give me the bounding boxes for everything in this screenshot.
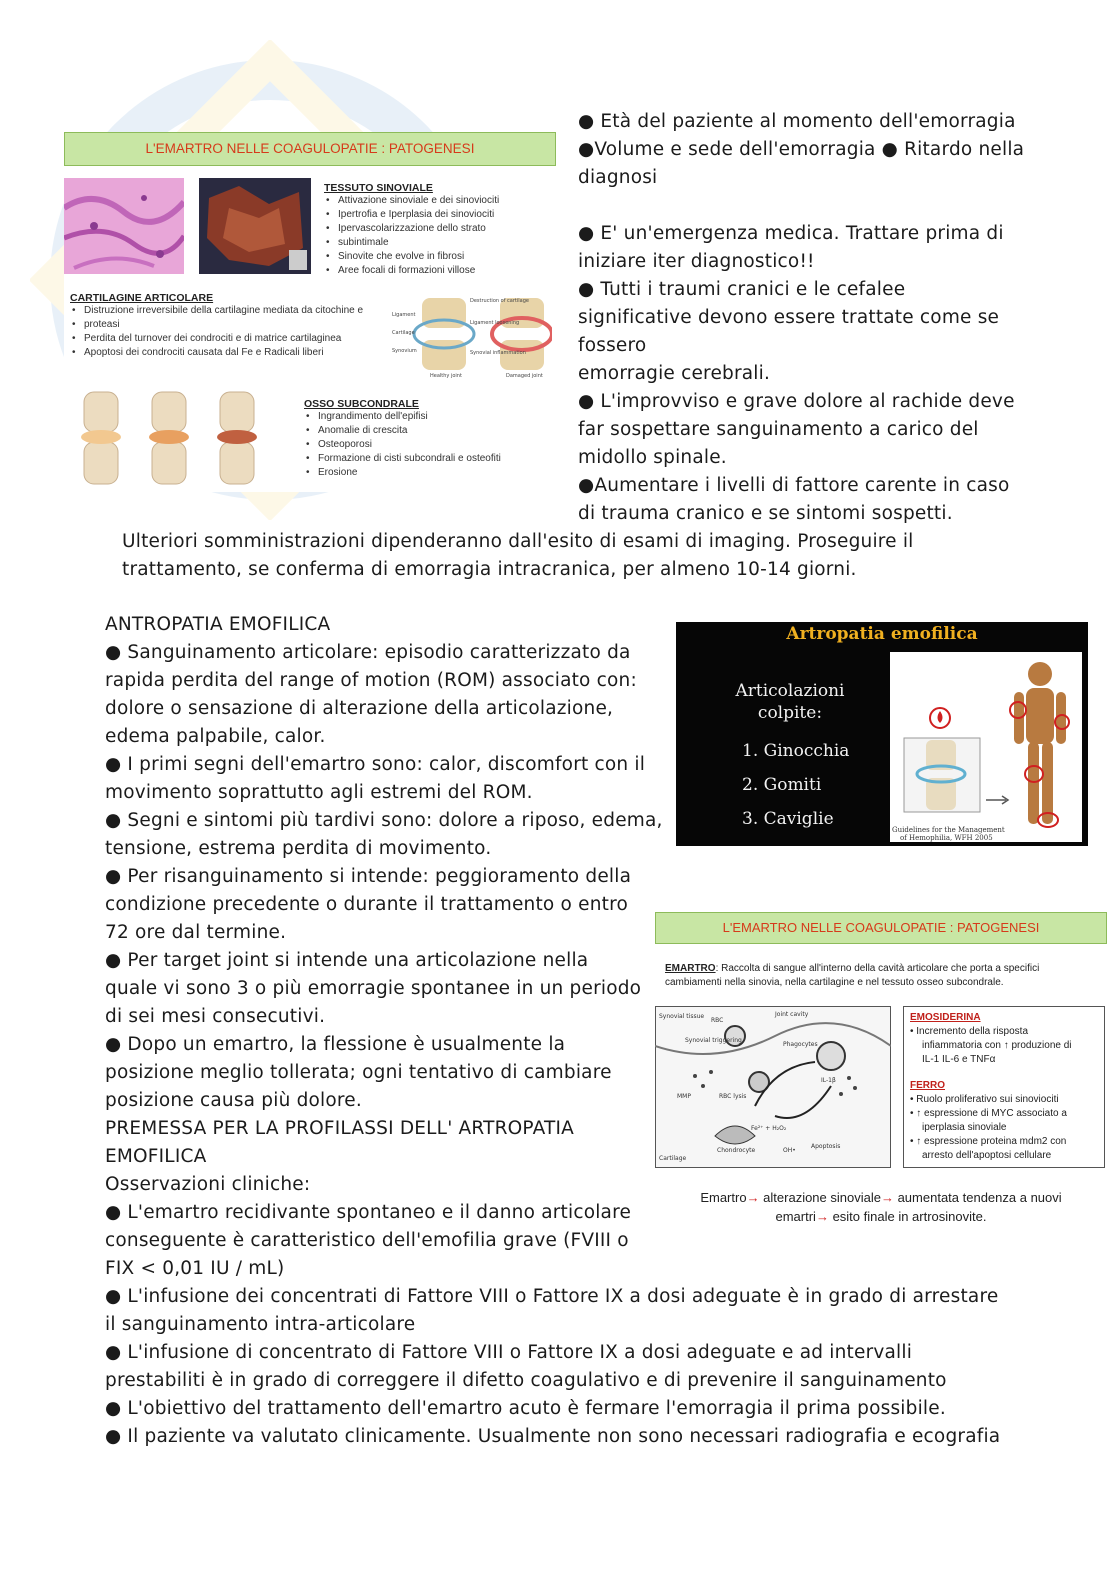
- list-item: • Incremento della risposta: [910, 1026, 1029, 1037]
- list-item: • ↑ espressione di MYC associato a: [910, 1108, 1067, 1119]
- diagram-label: Ligament: [392, 312, 416, 318]
- diagram-label: Apoptosis: [811, 1143, 841, 1150]
- text-line: ● Per target joint si intende una articolazione nella: [105, 950, 589, 971]
- text-line: ●Aumentare i livelli di fattore carente in caso: [578, 475, 1010, 496]
- diagram-label: OH•: [783, 1147, 796, 1154]
- text-line: Osservazioni cliniche:: [105, 1174, 311, 1195]
- text-line: ● Dopo un emartro, la flessione è usualmente la: [105, 1034, 566, 1055]
- list-item: • Osteoporosi: [304, 438, 554, 452]
- arrow-right-icon: →: [815, 1209, 829, 1224]
- diagram-label: Phagocytes: [783, 1041, 818, 1048]
- text-line: tensione, estrema perdita di movimento.: [105, 838, 492, 859]
- text-line: trattamento, se conferma di emorragia intracranica, per almeno 10-14 giorni.: [122, 559, 857, 580]
- text-line: posizione meglio tollerata; ogni tentativo di cambiare: [105, 1062, 612, 1083]
- text-line: di trauma cranico e se sintomi sospetti.: [578, 503, 953, 524]
- text-line: di sei mesi consecutivi.: [105, 1006, 326, 1027]
- text-line: edema palpabile, calor.: [105, 726, 326, 747]
- text-line: ● L'obiettivo del trattamento dell'emartro acuto è fermare l'emorragia il prima possibile.: [105, 1398, 946, 1419]
- list-item: infiammatoria con ↑ produzione di: [922, 1040, 1072, 1051]
- list-item: 1. Ginocchia: [742, 741, 850, 761]
- subtitle-line: colpite:: [757, 703, 823, 723]
- text-line: ● L'improvviso e grave dolore al rachide deve: [578, 391, 1015, 412]
- list-item: • Perdita del turnover dei condrociti e di matrice cartilaginea: [70, 332, 390, 346]
- caption-text: aumentata tendenza a nuovi: [893, 1190, 1062, 1205]
- tessuto-list: [324, 194, 556, 278]
- text-line: ● Sanguinamento articolare: episodio caratterizzato da: [105, 642, 631, 663]
- text-line: ● I primi segni dell'emartro sono: calor, discomfort con il: [105, 754, 646, 775]
- synovial-tissue-photo: [199, 178, 311, 274]
- arrow-right-icon: →: [880, 1190, 894, 1205]
- text-line: significative devono essere trattate come se: [578, 307, 1000, 328]
- list-item: • Ingrandimento dell'epifisi: [304, 410, 554, 424]
- diagram-label: RBC lysis: [719, 1093, 747, 1100]
- slide-patogenesi-2: [655, 912, 1107, 1232]
- left-column-text: [105, 611, 663, 1283]
- list-item: • Formazione di cisti subcondrali e osteofiti: [304, 452, 554, 466]
- tessuto-heading: TESSUTO SINOVIALE: [324, 182, 433, 194]
- diagram-label: Cartilage: [659, 1155, 687, 1162]
- diagram-label: Synovial tissue: [659, 1013, 705, 1020]
- text-line: ● L'emartro recidivante spontaneo e il danno articolare: [105, 1202, 632, 1223]
- osso-heading: OSSO SUBCONDRALE: [304, 398, 419, 410]
- list-item: • subintimale: [324, 236, 556, 250]
- joints-list: [742, 734, 849, 836]
- list-item: • Apoptosi dei condrociti causata dal Fe e Radicali liberi: [70, 346, 390, 360]
- list-item: • Sinovite che evolve in fibrosi: [324, 250, 556, 264]
- diagram-label: Synovium: [392, 348, 417, 354]
- definition-text: cambiamenti nella sinovia, nella cartilagine e nel tessuto osseo subcondrale.: [665, 977, 1004, 988]
- list-item: IL-1 IL-6 e TNFα: [922, 1054, 996, 1065]
- diagram-label: Fe²⁺ + H₂O₂: [751, 1125, 787, 1132]
- footnote-line: Guidelines for the Management: [892, 826, 1005, 834]
- text-line: condizione precedente o durante il trattamento o entro: [105, 894, 629, 915]
- text-line: posizione causa più dolore.: [105, 1090, 362, 1111]
- diagram-label: Joint cavity: [775, 1011, 809, 1018]
- text-line: rapida perdita del range of motion (ROM) associato con:: [105, 670, 637, 691]
- footnote-line: of Hemophilia, WFH 2005: [900, 834, 993, 842]
- slide-patogenesi-1: [64, 132, 556, 492]
- text-line: ● Età del paziente al momento dell'emorragia: [578, 111, 1016, 132]
- emartro-definition: [665, 962, 1105, 990]
- text-line: emorragie cerebrali.: [578, 363, 771, 384]
- definition-text: : Raccolta di sangue all'interno della cavità articolare che porta a specifici: [715, 963, 1040, 974]
- osso-list: [304, 410, 554, 480]
- list-item: • Aree focali di formazioni villose: [324, 264, 556, 278]
- list-item: • Ipervascolarizzazione dello strato: [324, 222, 556, 236]
- diagram-label: Damaged joint: [506, 373, 543, 378]
- text-line: ● L'infusione di concentrato di Fattore VIII o Fattore IX a dosi adeguate e ad intervalli: [105, 1342, 913, 1363]
- diagram-label: Destruction of cartilage: [470, 298, 529, 304]
- arrow-right-icon: →: [746, 1190, 760, 1205]
- pathogenesis-diagram: [655, 1006, 891, 1168]
- text-line: il sanguinamento intra-articolare: [105, 1314, 416, 1335]
- diagram-label: Synovial inflammation: [470, 350, 526, 356]
- slide1-title: L'EMARTRO NELLE COAGULOPATIE : PATOGENESI: [64, 132, 556, 166]
- list-item: • proteasi: [70, 318, 390, 332]
- section-heading: ANTROPATIA EMOFILICA: [105, 614, 331, 635]
- cartilagine-heading: CARTILAGINE ARTICOLARE: [70, 292, 214, 304]
- text-line: ●Volume e sede dell'emorragia ● Ritardo nella: [578, 139, 1025, 160]
- text-line: fossero: [578, 335, 647, 356]
- joint-diagram: [392, 294, 552, 378]
- list-item: 2. Gomiti: [742, 775, 822, 795]
- text-line: dolore o sensazione di alterazione della articolazione,: [105, 698, 614, 719]
- list-item: • Ipertrofia e Iperplasia dei sinoviociti: [324, 208, 556, 222]
- text-line: ● Segni e sintomi più tardivi sono: dolore a riposo, edema,: [105, 810, 663, 831]
- body-joints-illustration: [890, 652, 1082, 842]
- right-column-text: [578, 108, 1024, 528]
- caption-text: emartri: [775, 1209, 816, 1224]
- text-line: 72 ore dal termine.: [105, 922, 287, 943]
- caption-text: Emartro: [700, 1190, 747, 1205]
- emosiderina-heading: EMOSIDERINA: [910, 1012, 981, 1023]
- text-line: Ulteriori somministrazioni dipenderanno dall'esito di esami di imaging. Proseguire il: [122, 531, 914, 552]
- diagram-label: MMP: [677, 1093, 691, 1100]
- text-line: prestabiliti è in grado di correggere il difetto coagulativo e di prevenire il sanguinamento: [105, 1370, 947, 1391]
- diagram-label: Cartilage: [392, 330, 415, 336]
- imaging-paragraph: [122, 528, 914, 584]
- diagram-label: Ligament loosening: [470, 320, 520, 326]
- slide2-title: Artropatia emofilica: [786, 624, 978, 644]
- diagram-label: IL-1β: [821, 1077, 836, 1084]
- section-heading: EMOFILICA: [105, 1146, 207, 1167]
- text-line: movimento soprattutto agli estremi del ROM.: [105, 782, 533, 803]
- slide2-subtitle: [710, 680, 870, 724]
- text-line: ● Il paziente va valutato clinicamente. Usualmente non sono necessari radiografia e ecografia: [105, 1426, 1001, 1447]
- text-line: ● E' un'emergenza medica. Trattare prima di: [578, 223, 1004, 244]
- list-item: • Erosione: [304, 466, 554, 480]
- diagram-label: RBC: [711, 1017, 724, 1024]
- text-line: ● Per risanguinamento si intende: peggioramento della: [105, 866, 632, 887]
- diagram-label: Synovial triggering: [685, 1037, 742, 1044]
- list-item: • Attivazione sinoviale e dei sinoviociti: [324, 194, 556, 208]
- subtitle-line: Articolazioni: [735, 681, 845, 701]
- histology-image: [64, 178, 184, 274]
- slide-artropatia-emofilica: [676, 622, 1088, 846]
- text-line: diagnosi: [578, 167, 658, 188]
- list-item: • Anomalie di crescita: [304, 424, 554, 438]
- text-line: [578, 192, 1024, 220]
- section-heading: PREMESSA PER LA PROFILASSI DELL' ARTROPATIA: [105, 1118, 575, 1139]
- text-line: conseguente è caratteristico dell'emofilia grave (FVIII o: [105, 1230, 629, 1251]
- slide3-title: L'EMARTRO NELLE COAGULOPATIE : PATOGENESI: [655, 912, 1107, 944]
- text-line: quale vi sono 3 o più emorragie spontanee in un periodo: [105, 978, 642, 999]
- ferro-heading: FERRO: [910, 1080, 945, 1091]
- caption-text: alterazione sinoviale: [759, 1190, 881, 1205]
- list-item: • Distruzione irreversibile della cartilagine mediata da citochine e: [70, 304, 390, 318]
- list-item: iperplasia sinoviale: [922, 1122, 1007, 1133]
- text-line: ● Tutti i traumi cranici e le cefalee: [578, 279, 906, 300]
- text-line: iniziare iter diagnostico!!: [578, 251, 815, 272]
- diagram-label: Healthy joint: [430, 373, 462, 378]
- text-line: midollo spinale.: [578, 447, 727, 468]
- list-item: 3. Caviglie: [742, 809, 834, 829]
- text-line: FIX < 0,01 IU / mL): [105, 1258, 285, 1279]
- cartilagine-list: [70, 304, 390, 360]
- slide3-caption: [655, 1188, 1107, 1226]
- list-item: • ↑ espressione proteina mdm2 con: [910, 1136, 1067, 1147]
- caption-text: esito finale in artrosinovite.: [828, 1209, 987, 1224]
- list-item: arresto dell'apoptosi cellulare: [922, 1150, 1052, 1161]
- knee-joints-image: [70, 388, 270, 488]
- text-line: ● L'infusione dei concentrati di Fattore VIII o Fattore IX a dosi adeguate è in grado di arrestare: [105, 1286, 999, 1307]
- list-item: • Ruolo proliferativo sui sinoviociti: [910, 1094, 1059, 1105]
- diagram-label: Chondrocyte: [717, 1147, 756, 1154]
- text-line: far sospettare sanguinamento a carico del: [578, 419, 979, 440]
- bottom-text: [105, 1283, 1000, 1451]
- emosiderina-ferro-box: [903, 1006, 1105, 1168]
- definition-term: EMARTRO: [665, 963, 716, 974]
